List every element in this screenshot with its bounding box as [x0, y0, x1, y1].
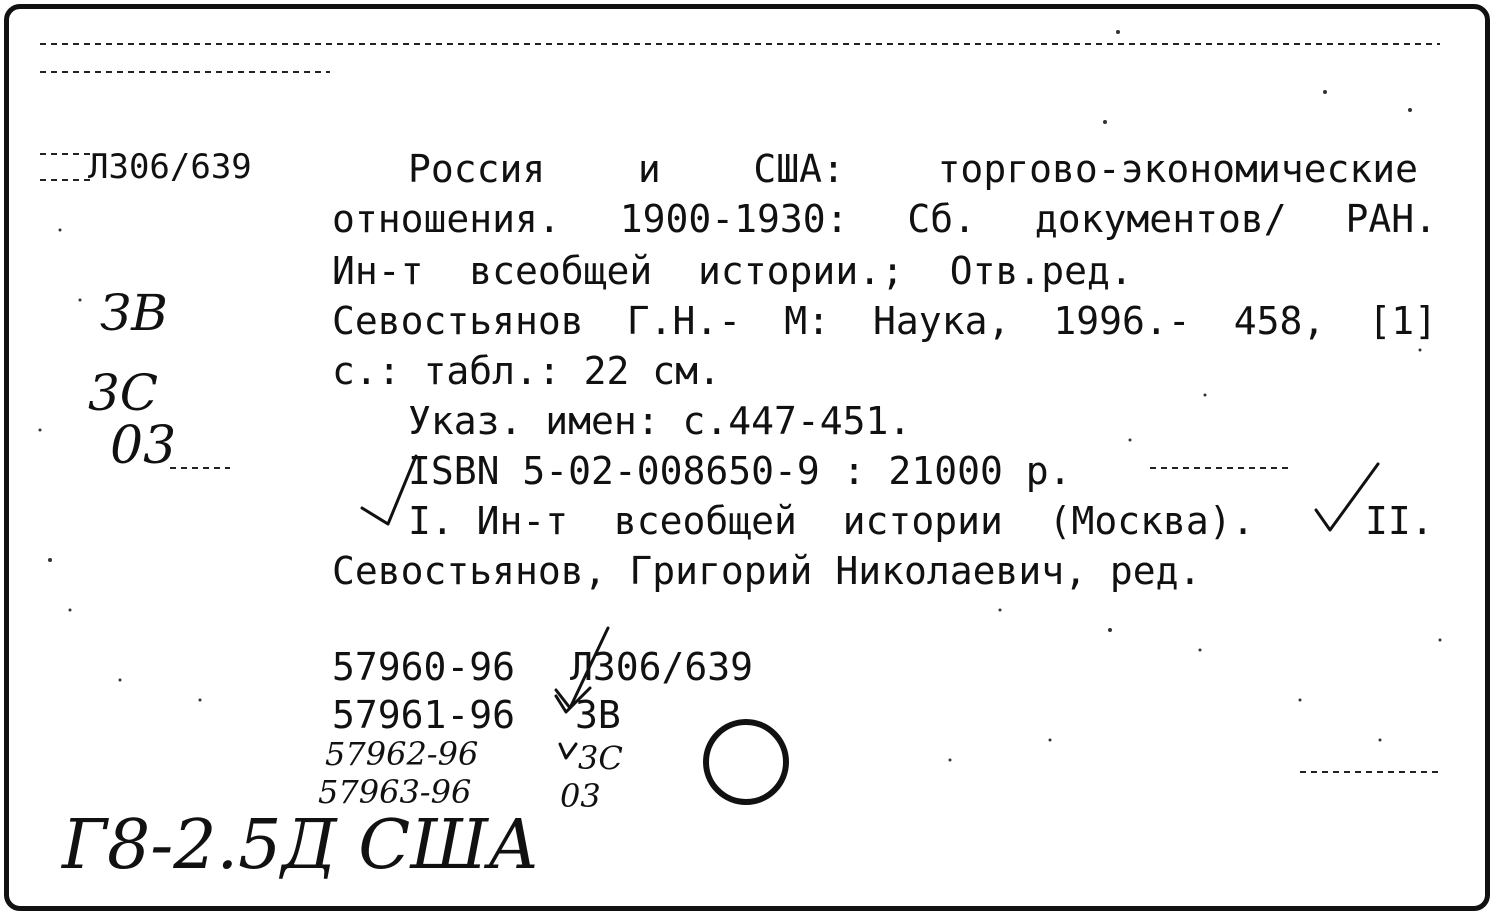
margin-note-2: 3С [88, 364, 159, 422]
added-entry-1: I. Ин-т всеобщей истории (Москва). [408, 499, 1255, 543]
isbn-line: ISBN 5-02-008650-9 : 21000 р. [408, 449, 1072, 493]
inventory-location-4: 03 [560, 777, 601, 815]
inventory-number-2: 57961-96 [332, 693, 516, 737]
classification-note: Г8-2.5Д США [62, 806, 540, 885]
inventory-location-2: ЗВ [575, 693, 621, 737]
title-line-5: с.: табл.: 22 см. [332, 349, 721, 393]
inventory-number-3: 57962-96 [325, 735, 479, 773]
margin-note-3: 03 [110, 416, 177, 476]
added-entry-1-end: II. [1365, 499, 1434, 543]
title-line-1: Россия и США: торгово-экономические [408, 147, 1418, 191]
inventory-number-4: 57963-96 [318, 773, 472, 811]
added-entry-2: Севостьянов, Григорий Николаевич, ред. [332, 549, 1202, 593]
title-line-4: Севостьянов Г.Н.- М: Наука, 1996.- 458, [1] [332, 299, 1437, 343]
inventory-location-1: Л306/639 [570, 645, 754, 689]
shelf-mark: Л306/639 [88, 147, 252, 187]
title-line-3: Ин-т всеобщей истории.; Отв.ред. [332, 249, 1133, 293]
margin-note-1: ЗВ [100, 284, 168, 342]
title-line-2: отношения. 1900-1930: Сб. документов/ РАН. [332, 197, 1437, 241]
inventory-location-3: 3С [578, 739, 623, 777]
index-note: Указ. имен: с.447-451. [408, 399, 912, 443]
inventory-number-1: 57960-96 [332, 645, 516, 689]
